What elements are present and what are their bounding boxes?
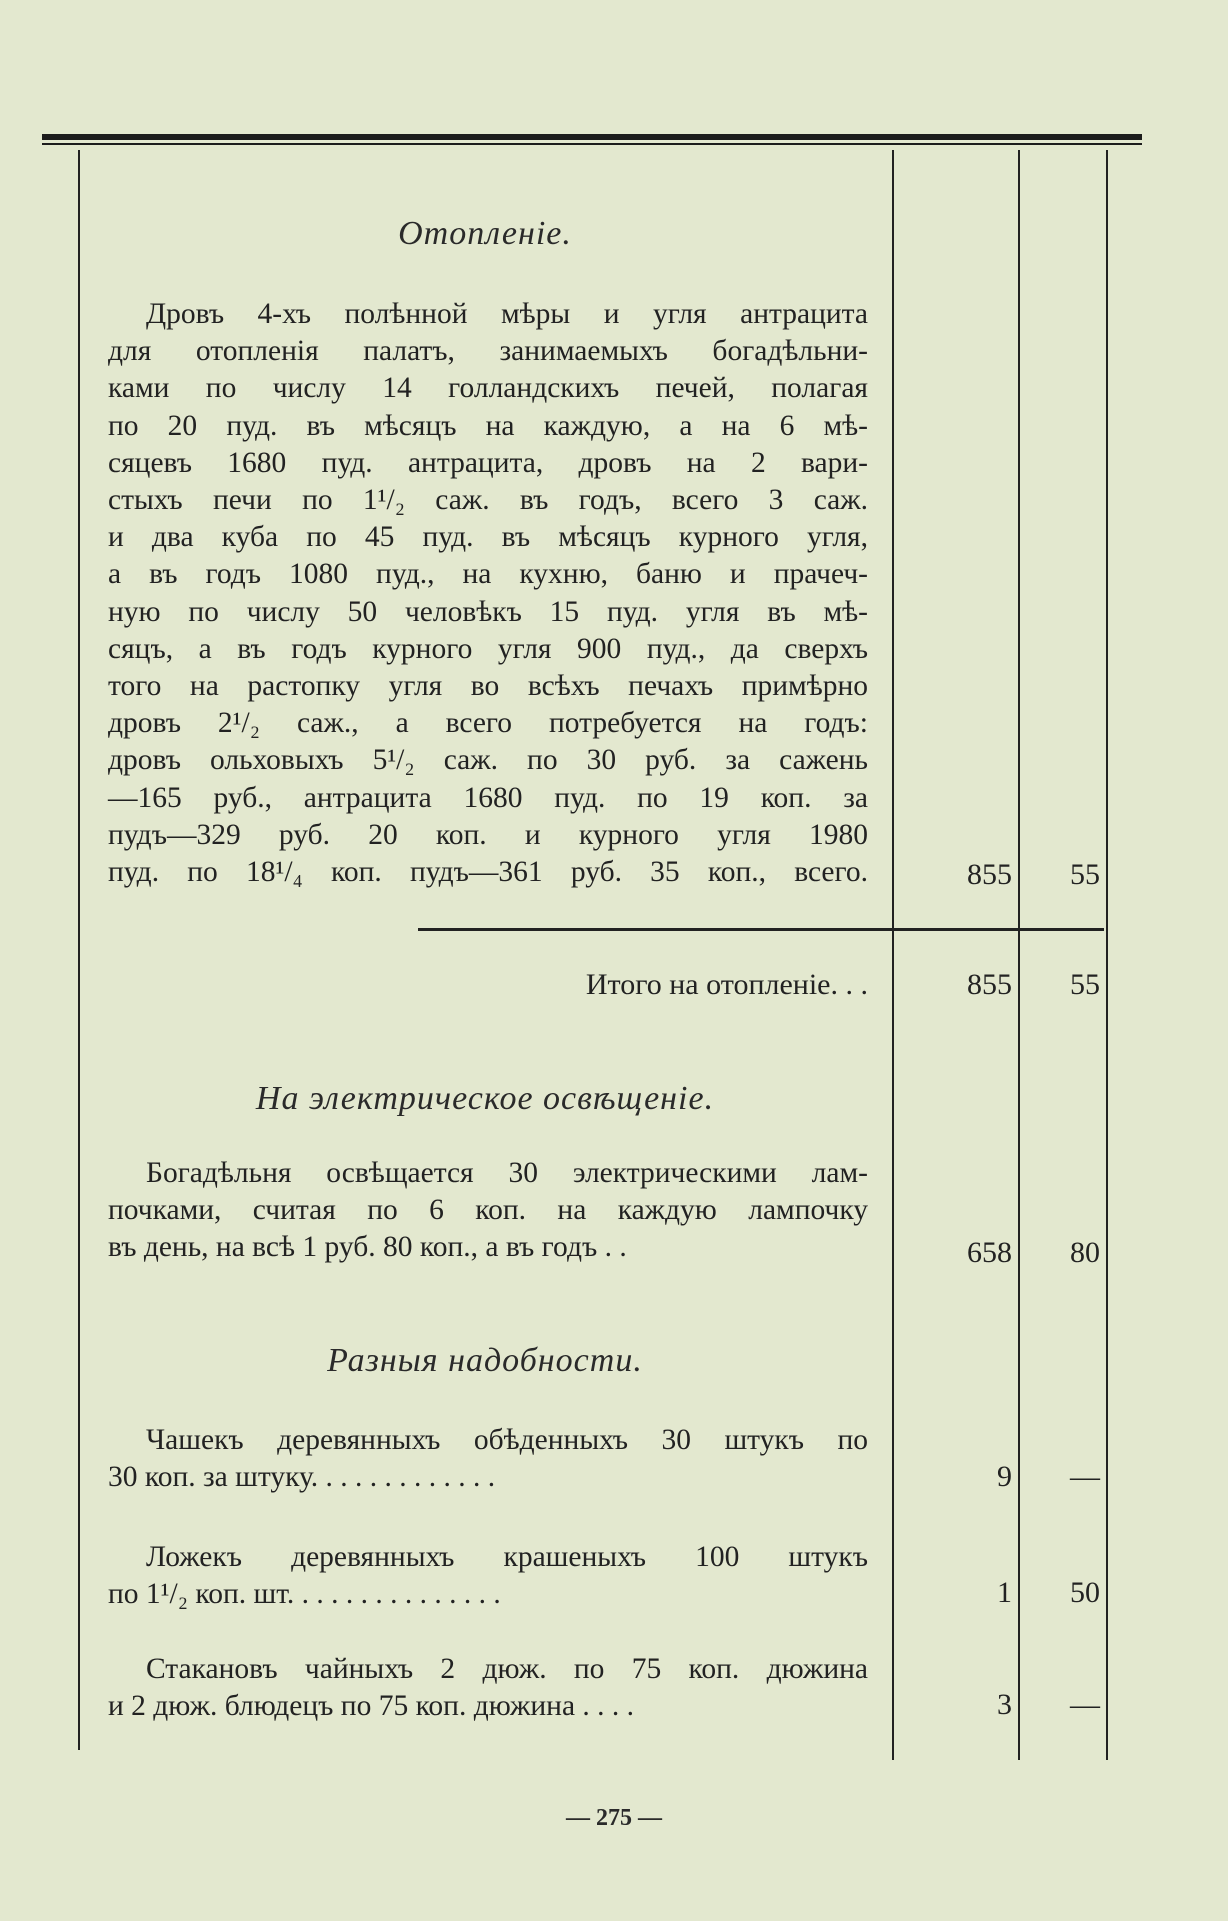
heating-line: пуд. по 18¹/₄ коп. пудъ—361 руб. 35 коп., всего. (108, 856, 868, 889)
electric-line: въ день, на всѣ 1 руб. 80 коп., а въ годъ . . (108, 1231, 627, 1264)
section-title-electric: На электрическое освѣщеніе. (255, 1080, 715, 1117)
heating-line: и два куба по 45 пуд. въ мѣсяцъ курного угля, (108, 521, 868, 554)
electric-line: почками, считая по 6 коп. на каждую лампочку (108, 1194, 868, 1227)
misc-item-kop: 50 (1070, 1576, 1100, 1609)
heating-line: сяцъ, а въ годъ курного угля 900 пуд., да сверхъ (108, 632, 868, 665)
misc-item-line: и 2 дюж. блюдецъ по 75 коп. дюжина . . . . (108, 1690, 635, 1723)
misc-item-rub: 9 (997, 1460, 1012, 1493)
heating-line: Дровъ 4-хъ полѣнной мѣры и угля антрацита (146, 298, 868, 330)
heating-total-label: Итого на отопленіе. . . (585, 968, 868, 1001)
heating-total-kop: 55 (1070, 968, 1100, 1001)
misc-item-kop: — (1070, 1688, 1100, 1721)
misc-item-rub: 1 (997, 1576, 1012, 1609)
left-border-line (78, 150, 80, 1750)
heating-rub: 855 (967, 858, 1012, 891)
misc-item-line: 30 коп. за штуку. . . . . . . . . . . . . (108, 1461, 496, 1494)
heating-line: по 20 пуд. въ мѣсяцъ на каждую, а на 6 мѣ- (108, 409, 868, 442)
heating-line: стыхъ печи по 1¹/₂ саж. въ годъ, всего 3 саж. (108, 484, 868, 517)
page-number: — 275 — (566, 1805, 662, 1831)
section-title-heating: Отопленіе. (398, 215, 572, 252)
heating-line: а въ годъ 1080 пуд., на кухню, баню и прачеч- (108, 558, 868, 591)
heating-total-rub: 855 (967, 968, 1012, 1001)
electric-paragraph (108, 1155, 868, 1267)
electric-line: Богадѣльня освѣщается 30 электрическими лам- (146, 1157, 868, 1189)
heating-line: —165 руб., антрацита 1680 пуд. по 19 коп. за (108, 781, 868, 814)
misc-item-kop: — (1070, 1460, 1100, 1493)
electric-kop: 80 (1070, 1236, 1100, 1269)
heating-line: того на растопку угля во всѣхъ печахъ примѣрно (108, 670, 868, 703)
misc-item (108, 1539, 868, 1613)
total-rule (418, 928, 1104, 931)
heating-line: для отопленія палатъ, занимаемыхъ богадѣльни- (108, 335, 868, 368)
misc-item-rub: 3 (997, 1688, 1012, 1721)
misc-item (108, 1651, 868, 1725)
top-rule (42, 134, 1142, 140)
heating-line: дровъ ольховыхъ 5¹/₂ саж. по 30 руб. за сажень (108, 744, 868, 777)
heating-paragraph (108, 296, 868, 891)
misc-item-line: Чашекъ деревянныхъ обѣденныхъ 30 штукъ по (146, 1424, 868, 1456)
misc-item-line: Стакановъ чайныхъ 2 дюж. по 75 коп. дюжина (146, 1653, 868, 1685)
heating-kop: 55 (1070, 858, 1100, 891)
heating-line: сяцевъ 1680 пуд. антрацита, дровъ на 2 вари- (108, 446, 868, 479)
misc-item (108, 1422, 868, 1496)
top-rule-thin (42, 143, 1142, 145)
section-title-misc: Разныя надобности. (327, 1342, 643, 1379)
rub-column-line (892, 150, 894, 1760)
heating-line: дровъ 2¹/₂ саж., а всего потребуется на годъ: (108, 707, 868, 740)
right-border-line (1106, 150, 1108, 1760)
misc-item-line: Ложекъ деревянныхъ крашеныхъ 100 штукъ (146, 1541, 868, 1573)
heating-line: ную по числу 50 человѣкъ 15 пуд. угля въ мѣ- (108, 595, 868, 628)
heating-line: пудъ—329 руб. 20 коп. и курного угля 1980 (108, 818, 868, 851)
kop-column-line (1018, 150, 1020, 1760)
heating-line: ками по числу 14 голландскихъ печей, полагая (108, 372, 868, 405)
electric-rub: 658 (967, 1236, 1012, 1269)
misc-item-line: по 1¹/₂ коп. шт. . . . . . . . . . . . . . . (108, 1578, 501, 1611)
